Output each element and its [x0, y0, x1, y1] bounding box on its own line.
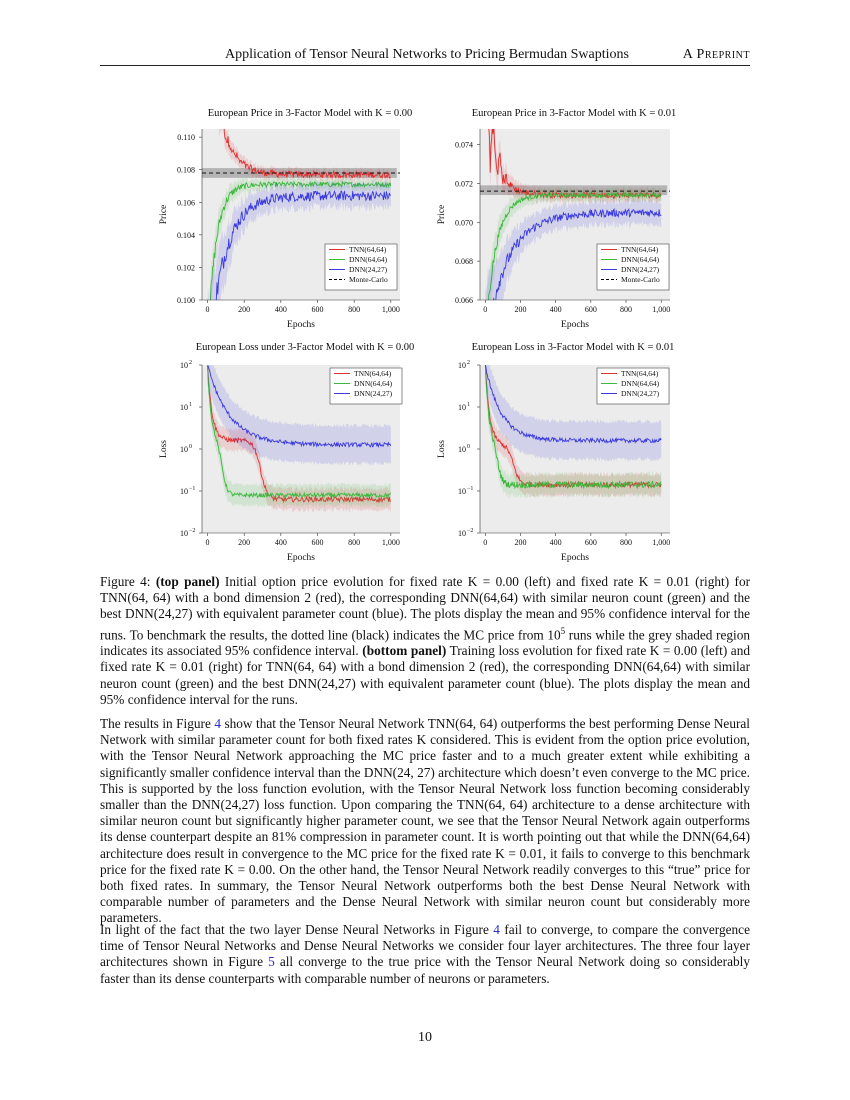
x-tick-label: 200	[238, 538, 251, 547]
legend-label: DNN(24,27)	[349, 265, 388, 274]
chart-title: European Price in 3-Factor Model with K = 0.00	[207, 108, 413, 119]
x-tick-label: 800	[348, 305, 361, 314]
y-tick-label: 0.068	[455, 257, 473, 267]
figure-ref-link[interactable]: 4	[214, 716, 221, 731]
x-tick-label: 1,000	[381, 305, 400, 314]
chart-loss-k001	[430, 335, 720, 570]
y-tick-label: 10	[458, 403, 466, 412]
legend-label: TNN(64,64)	[354, 369, 392, 378]
x-tick-label: 400	[549, 305, 562, 314]
chart-loss-k000	[150, 335, 440, 570]
y-axis-label: Price	[437, 204, 447, 225]
paragraph-results	[100, 716, 750, 927]
chart-title: European Price in 3-Factor Model with K = 0.01	[471, 108, 677, 119]
header-title: Application of Tensor Neural Networks to Pricing Bermudan Swaptions	[225, 47, 629, 62]
x-tick-label: 400	[274, 305, 287, 314]
x-tick-label: 600	[311, 305, 324, 314]
x-tick-label: 600	[311, 538, 324, 547]
caption-text-3: Training loss evolution for fixed rate K = 0.00 (left) and fixed rate K = 0.01 (right) for TNN(64, 64) with a bond dimension 2 (red), the corresponding DNN(64,64) with similar neuron count (green) and the best DNN(24,27) with equivalent parameter count (blue). The plots display the mean and 95% confidence interval for the runs.	[100, 643, 750, 707]
y-tick-label: 0.070	[455, 218, 473, 228]
legend-label: TNN(64,64)	[621, 369, 659, 378]
x-axis-label: Epochs	[561, 553, 589, 563]
caption-text-1: Initial option price evolution for fixed rate K = 0.00 (left) and fixed rate K = 0.01 (right) for TNN(64, 64) with a bond dimension 2 (red), the corresponding DNN(64,64) with similar neuron count (green) and the best DNN(24,27) with equivalent parameter count (blue). The plots display the mean and 95% confidence interval for the runs. To benchmark the results, the dotted line (black) indicates the MC price from 10	[100, 574, 751, 643]
y-tick-exponent: 0	[467, 444, 470, 450]
legend-label: DNN(24,27)	[621, 389, 660, 398]
x-tick-label: 800	[348, 538, 361, 547]
x-tick-label: 800	[620, 538, 633, 547]
y-tick-label: 10	[458, 445, 466, 454]
y-axis-label: Price	[159, 204, 169, 225]
chart-price-k000	[150, 100, 440, 335]
y-axis-label: Loss	[437, 440, 447, 458]
x-tick-label: 800	[620, 305, 633, 314]
y-tick-label: 0.110	[177, 133, 195, 143]
paragraph-text: all converge to the true price with the Tensor Neural Network doing so considerably faster than its dense counterparts with comparable number of neurons or parameters.	[100, 954, 751, 986]
x-tick-label: 0	[205, 305, 210, 314]
legend-label: Monte-Carlo	[349, 275, 388, 284]
caption-text-2: runs while the grey shaded region indicates its associated 95% confidence interval.	[100, 627, 750, 659]
x-tick-label: 400	[274, 538, 287, 547]
x-tick-label: 600	[584, 305, 597, 314]
y-tick-label: 10	[180, 487, 188, 496]
paragraph-text: show that the Tensor Neural Network TNN(64, 64) outperforms the best performing Dense Neural Network with similar parameter count for both fixed rates K considered. This is evident from the option price evolution, with the Tensor Neural Network approaching the MC price faster and to a much greater extent while exhibiting a significantly smaller confidence interval than the DNN(24, 27) architecture which doesn’t even converge to the MC price. This is supported by the loss function evolution, with the Tensor Neural Network loss function becoming considerably smaller than the DNN(24,27) loss function. Upon comparing the TNN(64, 64) architecture to a dense architecture with similar neuron count but significantly higher parameter count, we see that the Tensor Neural Network again outperforms its dense counterpart despite an 81% compression in parameter count. It is worth pointing out that while the DNN(64,64) architecture does result in convergence to the MC price for the fixed rate K = 0.01, it fails to converge to this benchmark price for the fixed rate K = 0.00. On the other hand, the Tensor Neural Network readily converges to this “true” price for both fixed rates. In summary, the Tensor Neural Network outperforms both the best Dense Neural Network with comparable number of parameters and the Dense Neural Network with similar neuron count but considerably more parameters.	[100, 716, 750, 926]
y-tick-exponent: −2	[189, 528, 196, 534]
x-axis-label: Epochs	[287, 553, 315, 563]
x-tick-label: 600	[584, 538, 597, 547]
running-header	[100, 47, 750, 66]
x-tick-label: 400	[549, 538, 562, 547]
y-tick-label: 0.074	[455, 140, 473, 150]
x-tick-label: 200	[514, 538, 527, 547]
figure-ref-link[interactable]: 5	[268, 954, 275, 970]
y-tick-label: 0.106	[177, 198, 195, 208]
x-tick-label: 1,000	[652, 305, 671, 314]
x-axis-label: Epochs	[287, 320, 315, 330]
y-tick-label: 10	[458, 361, 466, 370]
x-tick-label: 200	[514, 305, 527, 314]
y-tick-exponent: 1	[467, 402, 470, 408]
y-tick-exponent: 2	[189, 360, 192, 366]
legend-label: TNN(64,64)	[621, 245, 659, 254]
y-tick-exponent: −1	[467, 486, 474, 492]
legend-label: DNN(24,27)	[621, 265, 660, 274]
y-tick-label: 0.102	[177, 263, 195, 273]
x-tick-label: 200	[238, 305, 251, 314]
y-tick-exponent: 1	[189, 402, 192, 408]
x-tick-label: 0	[205, 538, 210, 547]
y-tick-label: 10	[180, 529, 188, 538]
x-tick-label: 1,000	[652, 538, 671, 547]
y-tick-label: 10	[458, 487, 466, 496]
legend-label: DNN(64,64)	[621, 255, 660, 264]
y-tick-exponent: 0	[189, 444, 192, 450]
paragraph-text: In light of the fact that the two layer Dense Neural Networks in Figure	[100, 922, 494, 937]
x-tick-label: 0	[483, 538, 488, 547]
y-tick-label: 10	[180, 361, 188, 370]
y-tick-label: 0.066	[455, 296, 473, 305]
legend-label: DNN(24,27)	[354, 389, 393, 398]
caption-label: Figure 4:	[100, 574, 151, 589]
legend-label: DNN(64,64)	[621, 379, 660, 388]
legend-label: DNN(64,64)	[354, 379, 393, 388]
y-tick-label: 0.104	[177, 230, 195, 240]
x-tick-label: 0	[483, 305, 488, 314]
paragraph-convergence	[100, 922, 750, 987]
y-tick-label: 0.108	[177, 165, 195, 175]
chart-price-k001	[430, 100, 720, 335]
chart-title: European Loss in 3-Factor Model with K = 0.01	[471, 342, 675, 353]
x-axis-label: Epochs	[561, 320, 589, 330]
caption-top-panel: (top panel)	[155, 574, 220, 589]
caption-exponent: 5	[560, 625, 566, 636]
figure-caption	[100, 574, 750, 708]
y-tick-label: 0.100	[177, 296, 195, 305]
y-tick-label: 10	[458, 529, 466, 538]
paragraph-text: fail to converge, to compare the convergence time of Tensor Neural Networks and Dense Neural Networks we consider four layer architectures. The three four layer architectures shown in Figure	[100, 922, 750, 970]
y-tick-label: 10	[180, 403, 188, 412]
header-tag: A Preprint	[682, 47, 750, 62]
legend-label: TNN(64,64)	[349, 245, 387, 254]
y-axis-label: Loss	[159, 440, 169, 458]
paragraph-text: The results in Figure	[100, 716, 215, 731]
x-tick-label: 1,000	[381, 538, 400, 547]
y-tick-exponent: −2	[467, 528, 474, 534]
y-tick-exponent: −1	[189, 486, 196, 492]
legend-label: DNN(64,64)	[349, 255, 388, 264]
y-tick-label: 0.072	[455, 179, 473, 189]
figure-ref-link[interactable]: 4	[493, 922, 500, 937]
y-tick-exponent: 2	[467, 360, 470, 366]
chart-title: European Loss under 3-Factor Model with K = 0.00	[195, 342, 415, 353]
page-number: 10	[418, 1030, 432, 1045]
legend-label: Monte-Carlo	[621, 275, 660, 284]
caption-bottom-panel: (bottom panel)	[362, 643, 447, 659]
y-tick-label: 10	[180, 445, 188, 454]
